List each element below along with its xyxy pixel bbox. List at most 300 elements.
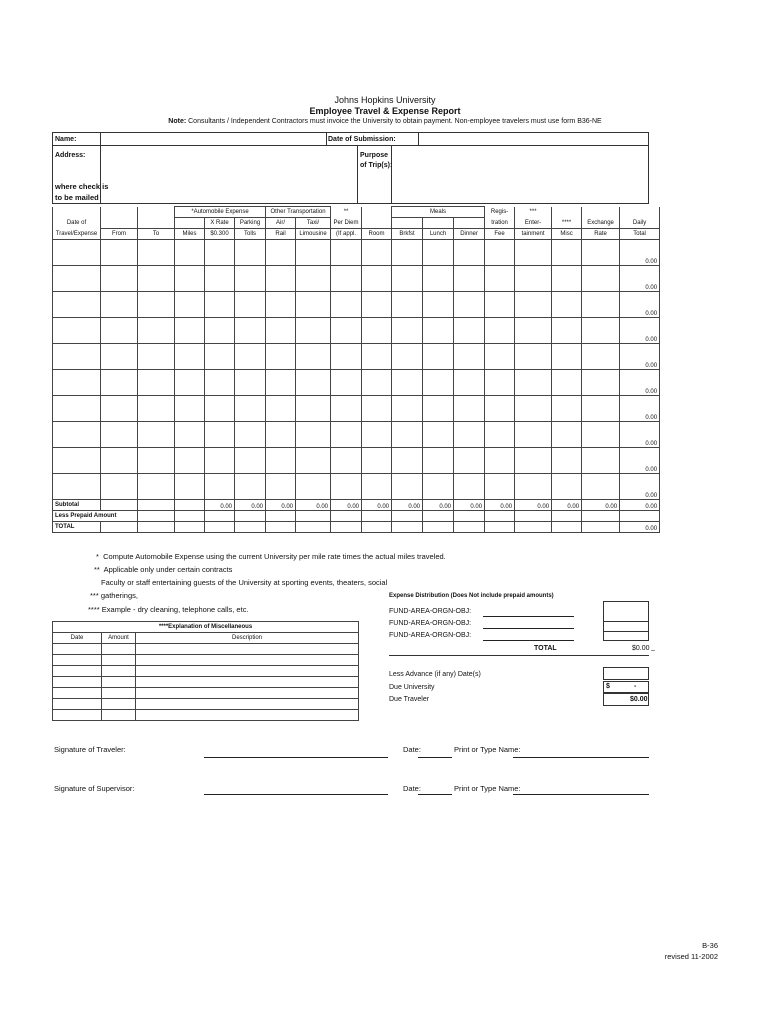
expense-cell[interactable] xyxy=(53,240,101,266)
table-cell xyxy=(620,207,660,218)
expense-cell[interactable] xyxy=(362,240,392,266)
prepaid-cell[interactable] xyxy=(266,511,296,522)
expense-cell[interactable] xyxy=(266,370,296,396)
table-row xyxy=(53,240,660,266)
due-university-label: Due University xyxy=(389,684,435,691)
expense-cell[interactable] xyxy=(235,370,266,396)
misc-cell[interactable] xyxy=(102,677,136,688)
expense-cell[interactable] xyxy=(205,240,235,266)
expense-cell[interactable] xyxy=(138,422,175,448)
subtotal-label: Subtotal xyxy=(53,500,101,511)
expense-cell[interactable] xyxy=(582,396,620,422)
misc-cell[interactable] xyxy=(102,710,136,721)
expense-cell[interactable] xyxy=(235,240,266,266)
expense-cell[interactable] xyxy=(138,266,175,292)
expense-cell[interactable] xyxy=(423,240,454,266)
rate-label: X Rate xyxy=(205,218,235,229)
table-row xyxy=(53,207,660,218)
expense-cell[interactable] xyxy=(552,370,582,396)
expense-cell[interactable] xyxy=(101,448,138,474)
expense-cell[interactable] xyxy=(392,474,423,500)
supervisor-print-label: Print or Type Name: xyxy=(454,784,521,793)
expense-cell[interactable] xyxy=(552,318,582,344)
expense-cell[interactable] xyxy=(266,292,296,318)
expense-cell[interactable] xyxy=(175,474,205,500)
expense-cell[interactable] xyxy=(454,292,485,318)
expense-cell[interactable] xyxy=(235,292,266,318)
note-3-text: gatherings, xyxy=(100,591,138,600)
expense-cell[interactable] xyxy=(205,422,235,448)
expense-cell[interactable] xyxy=(392,422,423,448)
note-1-text: Compute Automobile Expense using the current University per mile rate times the actual miles traveled. xyxy=(103,552,446,561)
expense-cell[interactable] xyxy=(582,318,620,344)
expense-cell[interactable] xyxy=(331,396,362,422)
table-cell xyxy=(362,207,392,218)
air-header-2: Rail xyxy=(266,229,296,240)
date-submission-field[interactable] xyxy=(420,134,646,144)
expense-cell[interactable] xyxy=(423,266,454,292)
expense-cell[interactable] xyxy=(454,474,485,500)
expense-cell[interactable] xyxy=(362,318,392,344)
expense-cell[interactable] xyxy=(138,292,175,318)
expense-cell[interactable] xyxy=(53,344,101,370)
expense-cell[interactable] xyxy=(582,370,620,396)
expense-cell[interactable] xyxy=(582,344,620,370)
expense-cell[interactable] xyxy=(101,344,138,370)
expense-cell[interactable] xyxy=(138,240,175,266)
misc-cell[interactable] xyxy=(136,699,359,710)
expense-cell[interactable] xyxy=(485,370,515,396)
daily-header-1: Daily xyxy=(620,218,660,229)
total-cell xyxy=(175,522,205,533)
expense-cell[interactable] xyxy=(101,422,138,448)
prepaid-cell[interactable] xyxy=(296,511,331,522)
table-row xyxy=(53,474,660,500)
expense-cell[interactable] xyxy=(331,474,362,500)
misc-cell[interactable] xyxy=(53,655,102,666)
name-field[interactable] xyxy=(102,134,324,144)
expense-cell[interactable] xyxy=(138,448,175,474)
expense-cell[interactable] xyxy=(101,266,138,292)
expense-cell[interactable] xyxy=(454,266,485,292)
table-row xyxy=(53,218,660,229)
expense-cell[interactable] xyxy=(515,370,552,396)
note-label: Note: xyxy=(168,118,187,125)
expense-cell[interactable] xyxy=(296,474,331,500)
expense-cell[interactable] xyxy=(362,266,392,292)
prepaid-cell[interactable] xyxy=(454,511,485,522)
daily-total-cell: 0.00 xyxy=(620,448,660,474)
expense-cell[interactable] xyxy=(392,240,423,266)
table-row xyxy=(53,622,359,633)
expense-cell[interactable] xyxy=(515,422,552,448)
expense-cell[interactable] xyxy=(582,422,620,448)
expense-cell[interactable] xyxy=(205,396,235,422)
where-check-label-1: where check is xyxy=(55,182,109,191)
expense-cell[interactable] xyxy=(392,396,423,422)
expense-cell[interactable] xyxy=(53,266,101,292)
expense-cell[interactable] xyxy=(235,318,266,344)
expense-cell[interactable] xyxy=(485,292,515,318)
misc-cell[interactable] xyxy=(102,688,136,699)
expense-cell[interactable] xyxy=(266,344,296,370)
note-3-mark: *** xyxy=(90,591,99,600)
expense-cell[interactable] xyxy=(331,448,362,474)
expense-cell[interactable] xyxy=(485,344,515,370)
misc-cell[interactable] xyxy=(53,710,102,721)
expense-cell[interactable] xyxy=(266,266,296,292)
expense-cell[interactable] xyxy=(101,318,138,344)
expense-cell[interactable] xyxy=(175,292,205,318)
expense-cell[interactable] xyxy=(175,318,205,344)
expense-cell[interactable] xyxy=(235,422,266,448)
expense-cell[interactable] xyxy=(552,396,582,422)
misc-row xyxy=(53,699,359,710)
expense-cell[interactable] xyxy=(331,266,362,292)
expense-cell[interactable] xyxy=(53,422,101,448)
table-cell xyxy=(101,207,138,218)
expense-cell[interactable] xyxy=(235,266,266,292)
table-row xyxy=(53,396,660,422)
prepaid-cell[interactable] xyxy=(175,511,205,522)
prepaid-cell[interactable] xyxy=(552,511,582,522)
expense-cell[interactable] xyxy=(101,292,138,318)
misc-cell[interactable] xyxy=(102,666,136,677)
expense-cell[interactable] xyxy=(582,448,620,474)
expense-cell[interactable] xyxy=(53,448,101,474)
daily-total-cell: 0.00 xyxy=(620,266,660,292)
expense-cell[interactable] xyxy=(552,474,582,500)
expense-cell[interactable] xyxy=(331,240,362,266)
expense-cell[interactable] xyxy=(235,448,266,474)
misc-cell[interactable] xyxy=(53,644,102,655)
expense-cell[interactable] xyxy=(362,422,392,448)
supervisor-print-field[interactable] xyxy=(513,794,649,795)
misc-cell[interactable] xyxy=(136,666,359,677)
header-note xyxy=(0,118,770,125)
expense-cell[interactable] xyxy=(205,344,235,370)
misc-cell[interactable] xyxy=(136,655,359,666)
expense-cell[interactable] xyxy=(485,318,515,344)
expense-cell[interactable] xyxy=(296,396,331,422)
expense-cell[interactable] xyxy=(423,474,454,500)
expense-cell[interactable] xyxy=(53,396,101,422)
expense-cell[interactable] xyxy=(423,448,454,474)
fund-input-2[interactable] xyxy=(483,628,574,629)
expense-cell[interactable] xyxy=(423,292,454,318)
expense-cell[interactable] xyxy=(266,448,296,474)
traveler-date-label: Date: xyxy=(403,745,421,754)
expense-cell[interactable] xyxy=(101,396,138,422)
expense-cell[interactable] xyxy=(485,422,515,448)
divider xyxy=(357,145,358,204)
expense-cell[interactable] xyxy=(582,474,620,500)
misc-cell[interactable] xyxy=(136,710,359,721)
prepaid-cell[interactable] xyxy=(205,511,235,522)
brkfst-header: Brkfst xyxy=(392,229,423,240)
expense-cell[interactable] xyxy=(296,318,331,344)
purpose-field[interactable] xyxy=(393,147,647,202)
prepaid-cell[interactable] xyxy=(423,511,454,522)
expense-cell[interactable] xyxy=(296,292,331,318)
expense-cell[interactable] xyxy=(296,266,331,292)
expense-cell[interactable] xyxy=(53,318,101,344)
expense-cell[interactable] xyxy=(205,318,235,344)
note-text: Consultants / Independent Contractors must invoice the University to obtain payment. Non-employee travelers must use form B36-NE xyxy=(188,118,602,125)
expense-cell[interactable] xyxy=(485,474,515,500)
prepaid-cell[interactable] xyxy=(235,511,266,522)
expense-cell[interactable] xyxy=(392,266,423,292)
note-4 xyxy=(88,605,249,614)
expense-cell[interactable] xyxy=(515,292,552,318)
misc-cell[interactable] xyxy=(102,699,136,710)
prepaid-cell[interactable] xyxy=(485,511,515,522)
misc-cell[interactable] xyxy=(53,677,102,688)
misc-cell[interactable] xyxy=(53,666,102,677)
expense-cell[interactable] xyxy=(454,318,485,344)
prepaid-cell[interactable] xyxy=(362,511,392,522)
expense-cell[interactable] xyxy=(331,292,362,318)
divider xyxy=(391,145,392,204)
subtotal-cell: 0.00 xyxy=(266,500,296,511)
table-row xyxy=(53,344,660,370)
expense-cell[interactable] xyxy=(423,370,454,396)
to-header: To xyxy=(138,229,175,240)
expense-cell[interactable] xyxy=(423,344,454,370)
expense-cell[interactable] xyxy=(296,240,331,266)
fund-input-1[interactable] xyxy=(483,616,574,617)
traveler-signature-field[interactable] xyxy=(204,757,388,758)
address-field[interactable] xyxy=(102,147,354,202)
name-label: Name: xyxy=(55,136,77,143)
expense-table xyxy=(52,206,660,533)
expense-cell[interactable] xyxy=(331,344,362,370)
taxi-header-1: Taxi/ xyxy=(296,218,331,229)
expense-cell[interactable] xyxy=(175,448,205,474)
expense-cell[interactable] xyxy=(485,448,515,474)
total-cell xyxy=(392,522,423,533)
misc-cell[interactable] xyxy=(53,699,102,710)
expense-cell[interactable] xyxy=(582,266,620,292)
daily-total-cell: 0.00 xyxy=(620,396,660,422)
expense-cell[interactable] xyxy=(582,292,620,318)
misc-cell[interactable] xyxy=(53,688,102,699)
table-cell xyxy=(582,207,620,218)
total-cell xyxy=(296,522,331,533)
expense-cell[interactable] xyxy=(515,474,552,500)
expense-cell[interactable] xyxy=(454,396,485,422)
table-row xyxy=(53,633,359,644)
misc-cell[interactable] xyxy=(136,688,359,699)
expense-cell[interactable] xyxy=(552,240,582,266)
expense-cell[interactable] xyxy=(552,422,582,448)
expense-cell[interactable] xyxy=(53,292,101,318)
expense-cell[interactable] xyxy=(392,292,423,318)
due-traveler-value: $0.00 xyxy=(630,696,648,703)
expense-cell[interactable] xyxy=(138,474,175,500)
fund-input-3[interactable] xyxy=(483,640,574,641)
expense-cell[interactable] xyxy=(515,240,552,266)
misc-cell[interactable] xyxy=(102,655,136,666)
expense-cell[interactable] xyxy=(362,448,392,474)
parking-header-1: Parking xyxy=(235,218,266,229)
expense-cell[interactable] xyxy=(138,396,175,422)
expense-cell[interactable] xyxy=(362,396,392,422)
expense-cell[interactable] xyxy=(515,396,552,422)
daily-header-2: Total xyxy=(620,229,660,240)
expense-cell[interactable] xyxy=(331,422,362,448)
prepaid-cell[interactable] xyxy=(515,511,552,522)
expense-cell[interactable] xyxy=(175,422,205,448)
expense-cell[interactable] xyxy=(423,422,454,448)
other-transport-header: Other Transportation xyxy=(266,207,331,218)
expense-cell[interactable] xyxy=(552,344,582,370)
expense-cell[interactable] xyxy=(392,318,423,344)
fund-label-2: FUND-AREA-ORGN-OBJ: xyxy=(389,620,472,627)
expense-cell[interactable] xyxy=(392,448,423,474)
expense-cell[interactable] xyxy=(235,396,266,422)
traveler-print-field[interactable] xyxy=(513,757,649,758)
enter-mark: *** xyxy=(515,207,552,218)
table-cell xyxy=(552,207,582,218)
expense-cell[interactable] xyxy=(515,448,552,474)
expense-cell[interactable] xyxy=(138,370,175,396)
enter-header-1: Enter- xyxy=(515,218,552,229)
miles-header: Miles xyxy=(175,229,205,240)
revised-date: revised 11-2002 xyxy=(664,952,718,961)
table-cell xyxy=(138,500,175,511)
expense-cell[interactable] xyxy=(515,266,552,292)
regis-header-3: Fee xyxy=(485,229,515,240)
expense-cell[interactable] xyxy=(552,266,582,292)
expense-cell[interactable] xyxy=(296,422,331,448)
expense-cell[interactable] xyxy=(552,448,582,474)
expense-cell[interactable] xyxy=(296,370,331,396)
subtotal-cell: 0.00 xyxy=(331,500,362,511)
expense-cell[interactable] xyxy=(362,344,392,370)
traveler-signature-label: Signature of Traveler: xyxy=(54,745,126,754)
grand-total-cell: 0.00 xyxy=(620,522,660,533)
total-cell xyxy=(423,522,454,533)
prepaid-cell[interactable] xyxy=(392,511,423,522)
expense-cell[interactable] xyxy=(266,240,296,266)
subtotal-cell: 0.00 xyxy=(362,500,392,511)
expense-cell[interactable] xyxy=(175,370,205,396)
expense-cell[interactable] xyxy=(296,448,331,474)
expense-cell[interactable] xyxy=(266,318,296,344)
total-cell xyxy=(515,522,552,533)
expense-cell[interactable] xyxy=(53,474,101,500)
purpose-label-1: Purpose xyxy=(360,152,389,159)
prepaid-cell[interactable] xyxy=(138,511,175,522)
daily-total-cell: 0.00 xyxy=(620,370,660,396)
expense-cell[interactable] xyxy=(205,292,235,318)
subtotal-cell: 0.00 xyxy=(620,500,660,511)
supervisor-signature-field[interactable] xyxy=(204,794,388,795)
expense-cell[interactable] xyxy=(331,370,362,396)
advance-label: Less Advance (if any) Date(s) xyxy=(389,671,481,678)
expense-cell[interactable] xyxy=(205,474,235,500)
total-cell xyxy=(552,522,582,533)
total-cell xyxy=(331,522,362,533)
enter-header-2: tainment xyxy=(515,229,552,240)
expense-cell[interactable] xyxy=(175,240,205,266)
expense-cell[interactable] xyxy=(235,344,266,370)
expense-cell[interactable] xyxy=(266,474,296,500)
table-row xyxy=(53,370,660,396)
prepaid-cell[interactable] xyxy=(331,511,362,522)
expense-cell[interactable] xyxy=(101,370,138,396)
expense-cell[interactable] xyxy=(515,318,552,344)
expense-cell[interactable] xyxy=(296,344,331,370)
total-cell xyxy=(454,522,485,533)
expense-cell[interactable] xyxy=(362,370,392,396)
expense-cell[interactable] xyxy=(454,370,485,396)
form-number: B-36 xyxy=(702,941,718,950)
expense-cell[interactable] xyxy=(485,396,515,422)
expense-cell[interactable] xyxy=(331,318,362,344)
expense-cell[interactable] xyxy=(515,344,552,370)
table-cell xyxy=(362,218,392,229)
perdiem-header-2: (If appl. xyxy=(331,229,362,240)
prepaid-cell[interactable] xyxy=(582,511,620,522)
expense-cell[interactable] xyxy=(266,396,296,422)
expense-cell[interactable] xyxy=(138,318,175,344)
expense-cell[interactable] xyxy=(454,422,485,448)
expense-cell[interactable] xyxy=(101,474,138,500)
auto-expense-header: *Automobile Expense xyxy=(175,207,266,218)
advance-input[interactable] xyxy=(603,667,649,680)
expense-cell[interactable] xyxy=(138,344,175,370)
traveler-date-field[interactable] xyxy=(418,757,452,758)
expense-cell[interactable] xyxy=(53,370,101,396)
expense-cell[interactable] xyxy=(266,422,296,448)
total-cell xyxy=(582,522,620,533)
total-cell xyxy=(138,522,175,533)
expense-cell[interactable] xyxy=(101,240,138,266)
misc-cell[interactable] xyxy=(136,644,359,655)
expense-cell[interactable] xyxy=(392,344,423,370)
expense-cell[interactable] xyxy=(454,240,485,266)
expense-cell[interactable] xyxy=(175,396,205,422)
expense-cell[interactable] xyxy=(175,266,205,292)
misc-cell[interactable] xyxy=(136,677,359,688)
expense-cell[interactable] xyxy=(423,396,454,422)
expense-cell[interactable] xyxy=(235,474,266,500)
expense-cell[interactable] xyxy=(485,240,515,266)
expense-cell[interactable] xyxy=(362,474,392,500)
misc-row xyxy=(53,666,359,677)
misc-cell[interactable] xyxy=(102,644,136,655)
daily-total-cell: 0.00 xyxy=(620,318,660,344)
misc-row xyxy=(53,710,359,721)
expense-cell[interactable] xyxy=(175,344,205,370)
prepaid-cell[interactable] xyxy=(620,511,660,522)
perdiem-header-1: Per Diem xyxy=(331,218,362,229)
expense-cell[interactable] xyxy=(392,370,423,396)
expense-cell[interactable] xyxy=(552,292,582,318)
expense-cell[interactable] xyxy=(362,292,392,318)
supervisor-date-field[interactable] xyxy=(418,794,452,795)
expense-cell[interactable] xyxy=(485,266,515,292)
expense-cell[interactable] xyxy=(205,266,235,292)
expense-cell[interactable] xyxy=(454,448,485,474)
expense-cell[interactable] xyxy=(205,448,235,474)
expense-cell[interactable] xyxy=(454,344,485,370)
expense-cell[interactable] xyxy=(423,318,454,344)
expense-cell[interactable] xyxy=(582,240,620,266)
expense-cell[interactable] xyxy=(205,370,235,396)
